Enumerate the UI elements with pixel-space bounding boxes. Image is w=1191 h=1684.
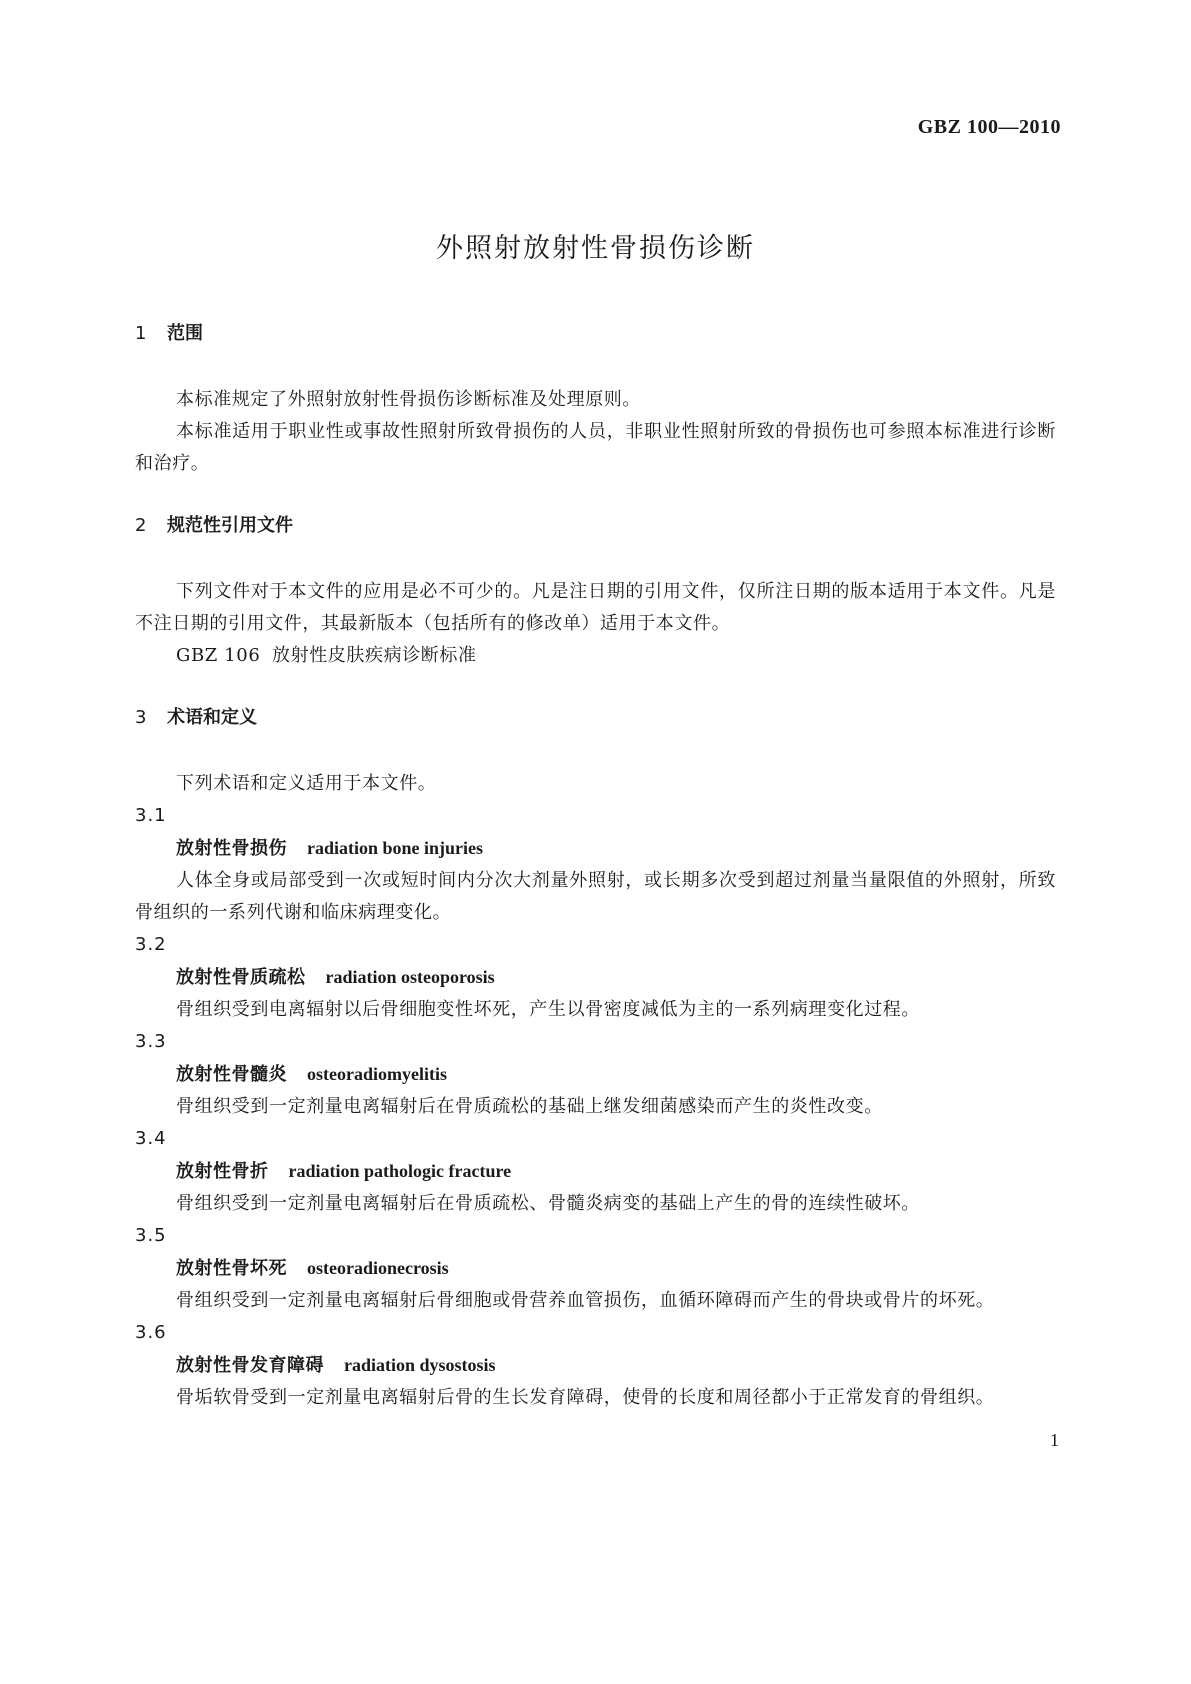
section-number: 3 <box>135 707 147 728</box>
document-code: GBZ 100—2010 <box>917 116 1061 138</box>
section-heading-scope <box>135 318 1056 350</box>
term-name-en: radiation pathologic fracture <box>288 1161 512 1181</box>
term-name-en: osteoradionecrosis <box>307 1258 449 1278</box>
term-name <box>135 832 1056 865</box>
term-definition: 骨组织受到一定剂量电离辐射后在骨质疏松的基础上继发细菌感染而产生的炎性改变。 <box>176 1096 883 1117</box>
term-name <box>135 1252 1056 1285</box>
term-definition: 骨垢软骨受到一定剂量电离辐射后骨的生长发育障碍，使骨的长度和周径都小于正常发育的骨组织。 <box>176 1387 995 1408</box>
section-title: 范围 <box>167 323 203 344</box>
section-heading-terms-and-definitions <box>135 702 1056 734</box>
term-number: 3.3 <box>135 1031 167 1052</box>
paragraph: 下列术语和定义适用于本文件。 <box>176 773 437 794</box>
term-name-zh: 放射性骨质疏松 <box>176 967 306 988</box>
section-title: 术语和定义 <box>167 707 257 728</box>
term-number: 3.4 <box>135 1128 167 1149</box>
page-number: 1 <box>1050 1430 1059 1450</box>
term-name <box>135 1058 1056 1091</box>
term-name-en: radiation dysostosis <box>344 1355 496 1375</box>
term-name-en: radiation bone injuries <box>307 838 484 858</box>
term-name-zh: 放射性骨折 <box>176 1161 269 1182</box>
paragraph: 本标准适用于职业性或事故性照射所致骨损伤的人员，非职业性照射所致的骨损伤也可参照本标准进行诊断和治疗。 <box>135 421 1056 474</box>
section-number: 1 <box>135 323 147 344</box>
section-number: 2 <box>135 515 147 536</box>
term-definition: 骨组织受到电离辐射以后骨细胞变性坏死，产生以骨密度减低为主的一系列病理变化过程。 <box>176 999 920 1020</box>
section-title: 规范性引用文件 <box>167 515 293 536</box>
reference-item <box>135 640 1056 672</box>
term-name <box>135 1349 1056 1382</box>
term-name-en: osteoradiomyelitis <box>307 1064 447 1084</box>
reference-name: 放射性皮肤疾病诊断标准 <box>272 645 477 666</box>
term-name <box>135 961 1056 994</box>
section-heading-normative-references <box>135 510 1056 542</box>
term-name-en: radiation osteoporosis <box>325 967 495 987</box>
term-definition: 人体全身或局部受到一次或短时间内分次大剂量外照射，或长期多次受到超过剂量当量限值的外照射，所致骨组织的一系列代谢和临床病理变化。 <box>135 870 1056 923</box>
term-definition: 骨组织受到一定剂量电离辐射后骨细胞或骨营养血管损伤，血循环障碍而产生的骨块或骨片的坏死。 <box>176 1290 995 1311</box>
paragraph: 本标准规定了外照射放射性骨损伤诊断标准及处理原则。 <box>176 389 641 410</box>
paragraph: 下列文件对于本文件的应用是必不可少的。凡是注日期的引用文件，仅所注日期的版本适用于本文件。凡是不注日期的引用文件，其最新版本（包括所有的修改单）适用于本文件。 <box>135 581 1056 634</box>
document-title: 外照射放射性骨损伤诊断 <box>436 233 755 264</box>
term-name-zh: 放射性骨损伤 <box>176 838 287 859</box>
term-number: 3.2 <box>135 934 167 955</box>
term-number: 3.1 <box>135 805 167 826</box>
term-number: 3.5 <box>135 1225 167 1246</box>
term-name-zh: 放射性骨坏死 <box>176 1258 287 1279</box>
term-number: 3.6 <box>135 1322 167 1343</box>
document-body <box>135 318 1056 1414</box>
reference-code: GBZ 106 <box>176 645 261 666</box>
term-definition: 骨组织受到一定剂量电离辐射后在骨质疏松、骨髓炎病变的基础上产生的骨的连续性破坏。 <box>176 1193 920 1214</box>
term-name <box>135 1155 1056 1188</box>
term-name-zh: 放射性骨发育障碍 <box>176 1355 324 1376</box>
term-name-zh: 放射性骨髓炎 <box>176 1064 287 1085</box>
